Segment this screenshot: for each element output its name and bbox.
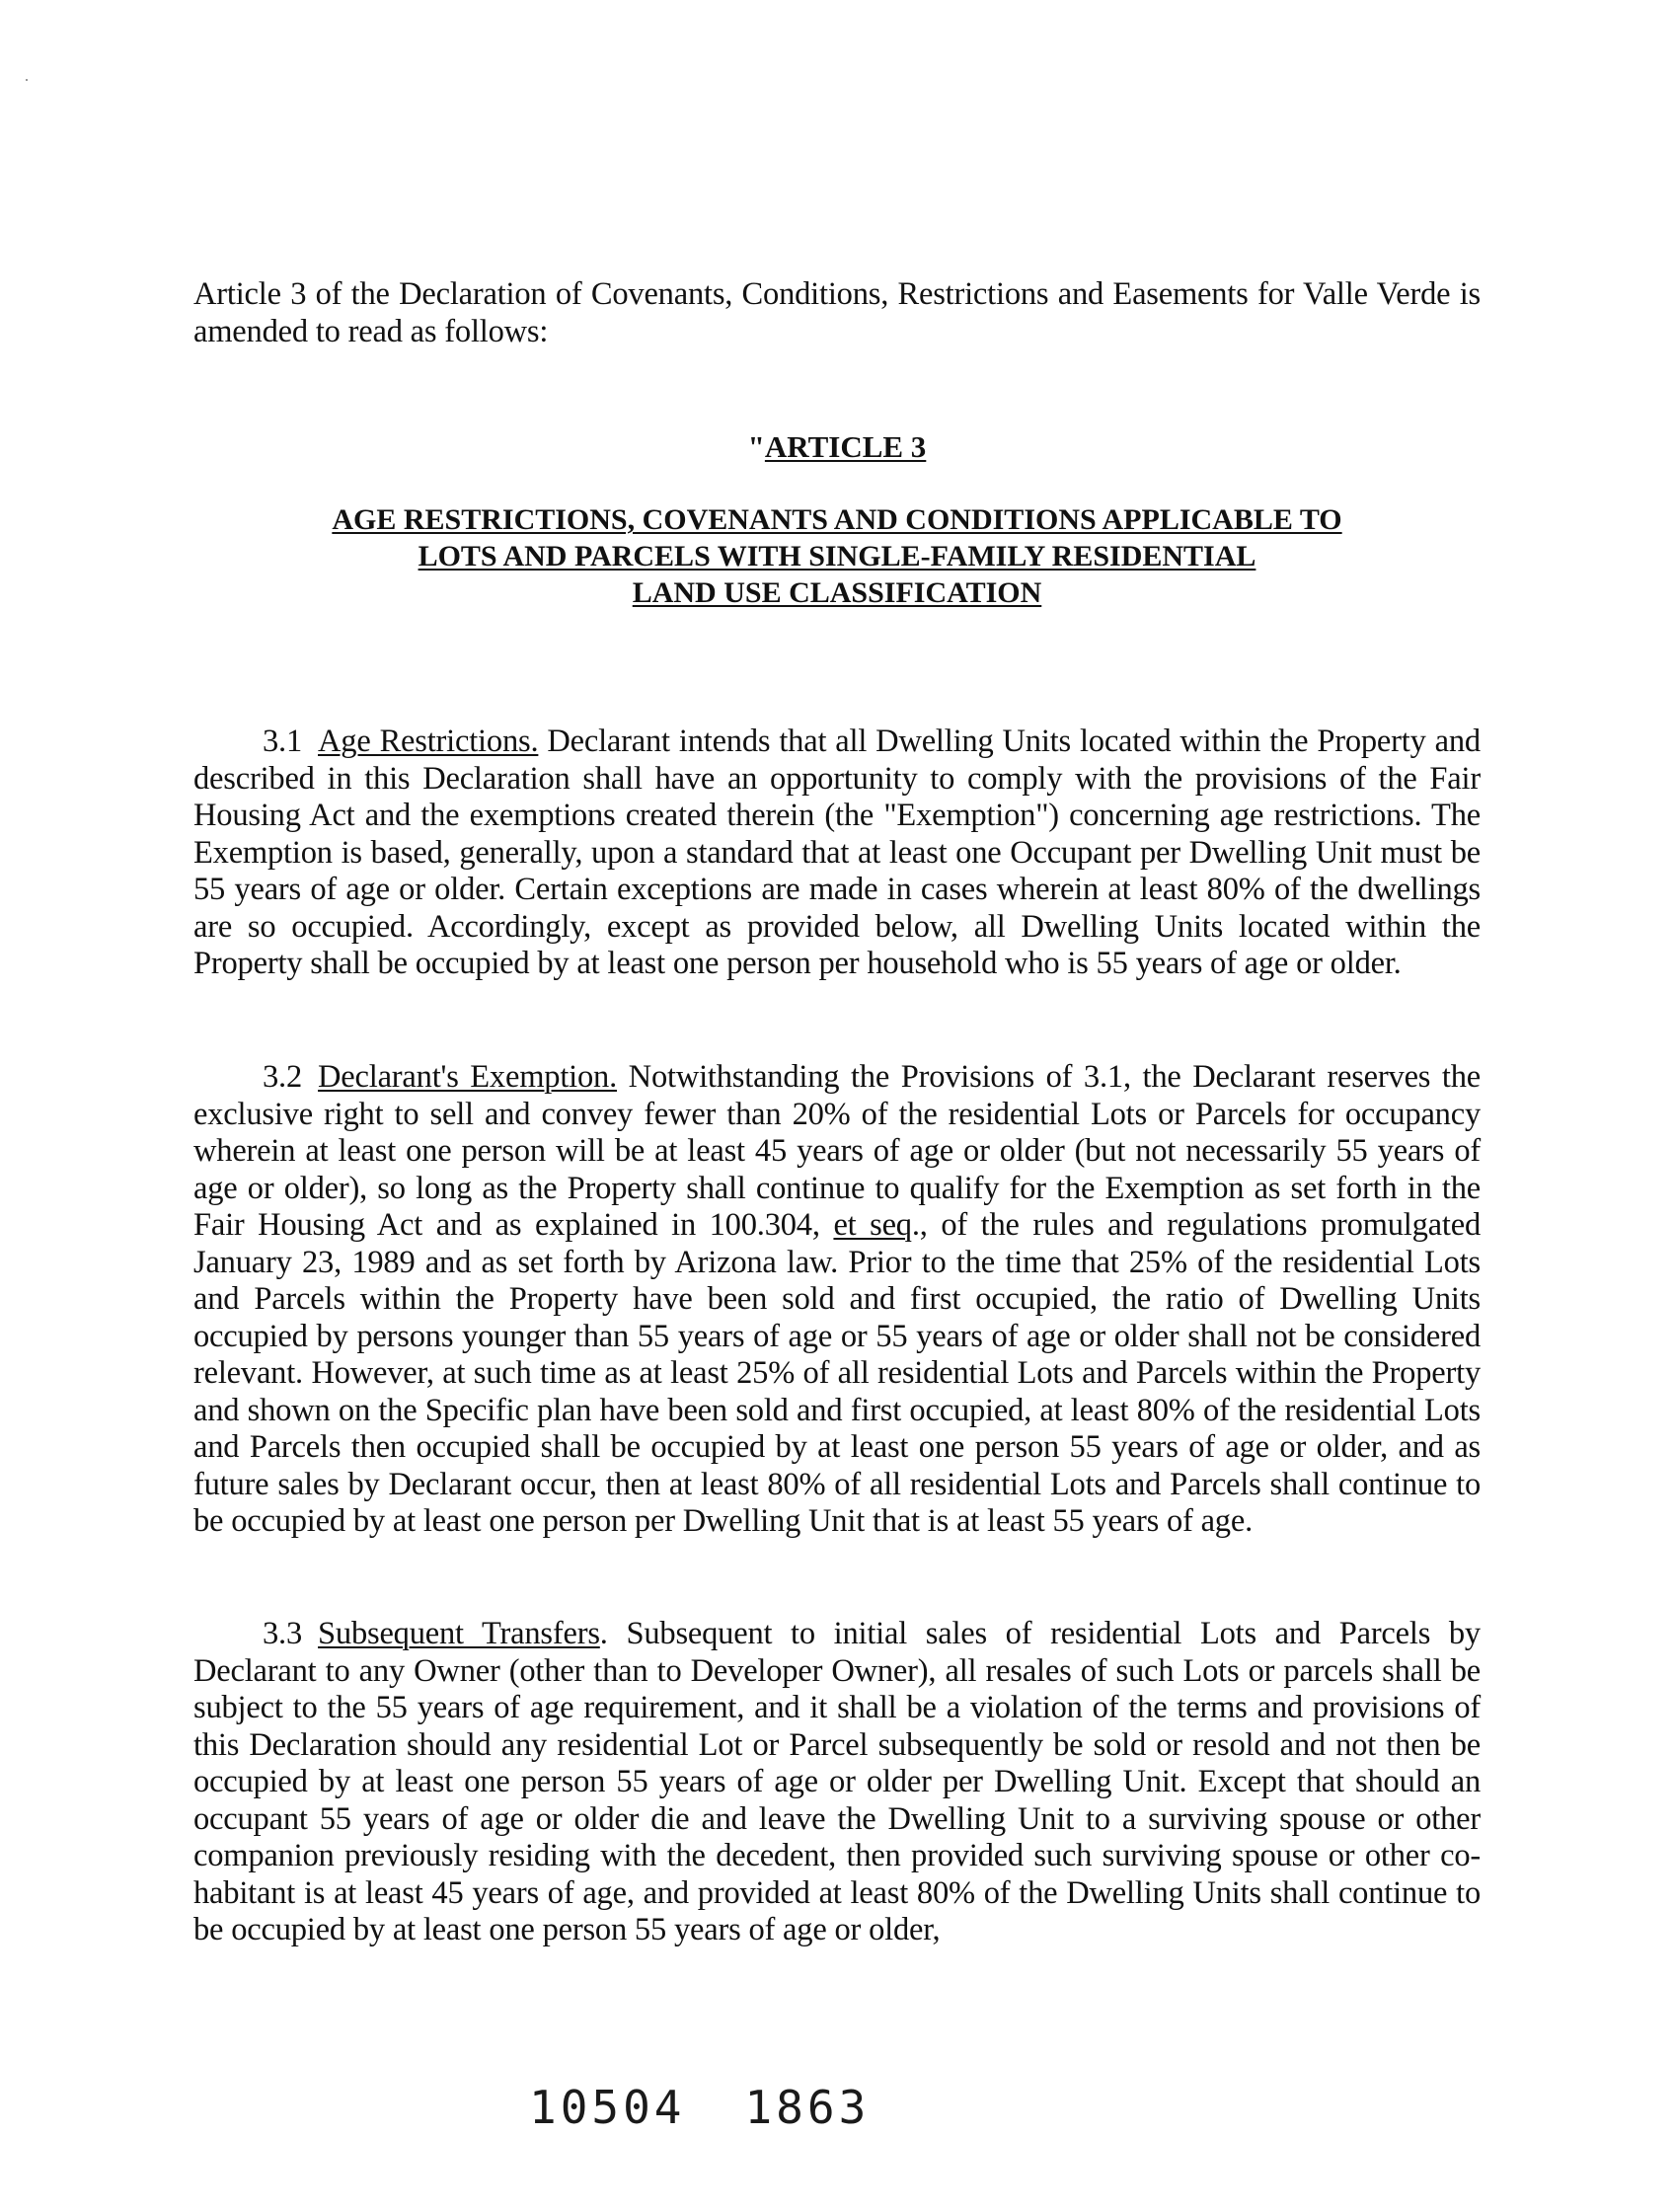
recording-stamp-page: 1863 — [744, 2081, 871, 2134]
section-number: 3.1 — [263, 724, 303, 759]
article-number: ARTICLE 3 — [764, 429, 927, 464]
section-heading: Age Restrictions. — [318, 724, 539, 759]
intro-paragraph: Article 3 of the Declaration of Covenants, Conditions, Restrictions and Easements for Valle Verde is amended to read as follows: — [193, 276, 1481, 349]
article-title — [197, 501, 1477, 611]
section-body: Subsequent to initial sales of residential Lots and Parcels by Declarant to any Owner (other than to Developer Owner), all resales of such Lots or parcels shall be subject to the 55 years of age requirement, and it shall be a violation of the terms and provisions of this Declaration should any residential Lot or Parcel subsequently be sold or resold and not then be occupied by at least one person 55 years of age or older per Dwelling Unit. Except that should an occupant 55 years of age or older die and leave the Dwelling Unit to a surviving spouse or other companion previously residing with the decedent, then provided such surviving spouse or other co-habitant is at least 45 years of age, and provided at least 80% of the Dwelling Units shall continue to be occupied by at least one person 55 years of age or older, — [193, 1616, 1481, 1947]
recording-stamp-book: 10504 — [529, 2081, 686, 2134]
section-3-2 — [193, 1059, 1481, 1541]
section-number: 3.2 — [263, 1059, 303, 1095]
article-title-line-2: LOTS AND PARCELS WITH SINGLE-FAMILY RESIDENTIAL — [418, 540, 1256, 572]
article-title-line-3: LAND USE CLASSIFICATION — [632, 576, 1042, 609]
section-3-1 — [193, 724, 1481, 983]
section-body-citation: et seq — [833, 1207, 912, 1243]
section-heading-suffix: . — [599, 1616, 608, 1651]
article-quote-mark: " — [747, 429, 765, 464]
section-heading: Subsequent Transfers — [318, 1616, 600, 1651]
section-body: Declarant intends that all Dwelling Units located within the Property and described in this Declaration shall have an opportunity to comply with the provisions of the Fair Housing Act and the exemptions created therein (the "Exemption") concerning age restrictions. The Exemption is based, generally, upon a standard that at least one Occupant per Dwelling Unit must be 55 years of age or older. Certain exceptions are made in cases wherein at least 80% of the dwellings are so occupied. Accordingly, except as provided below, all Dwelling Units located within the Property shall be occupied by at least one person per household who is 55 years of age or older. — [193, 724, 1481, 981]
section-3-3 — [193, 1616, 1481, 1949]
section-heading: Declarant's Exemption. — [318, 1059, 618, 1095]
scan-speck — [26, 79, 28, 81]
section-body-continued: ., of the rules and regulations promulgated January 23, 1989 and as set forth by Arizona law. Prior to the time that 25% of the residential Lots and Parcels within the Property have been sold and first occupied, the ratio of Dwelling Units occupied by persons younger than 55 years of age or 55 years of age or older shall not be considered relevant. However, at such time as at least 25% of all residential Lots and Parcels within the Property and shown on the Specific plan have been sold and first occupied, at least 80% of the residential Lots and Parcels then occupied shall be occupied by at least one person 55 years of age or older, and as future sales by Declarant occur, then at least 80% of all residential Lots and Parcels shall continue to be occupied by at least one person per Dwelling Unit that is at least 55 years of age. — [193, 1207, 1482, 1539]
section-body: Notwithstanding the Provisions of 3.1, the Declarant reserves the exclusive right to sell and convey fewer than 20% of the residential Lots or Parcels for occupancy wherein at least one person will be at least 45 years of age or older (but not necessarily 55 years of age or older), so long as the Property shall continue to qualify for the Exemption as set forth in the Fair Housing Act and as explained in 100.304, — [193, 1059, 1481, 1243]
recording-stamp — [529, 2081, 870, 2134]
article-title-line-1: AGE RESTRICTIONS, COVENANTS AND CONDITIONS APPLICABLE TO — [332, 503, 1342, 536]
article-label — [0, 427, 1674, 467]
section-number: 3.3 — [263, 1616, 303, 1651]
